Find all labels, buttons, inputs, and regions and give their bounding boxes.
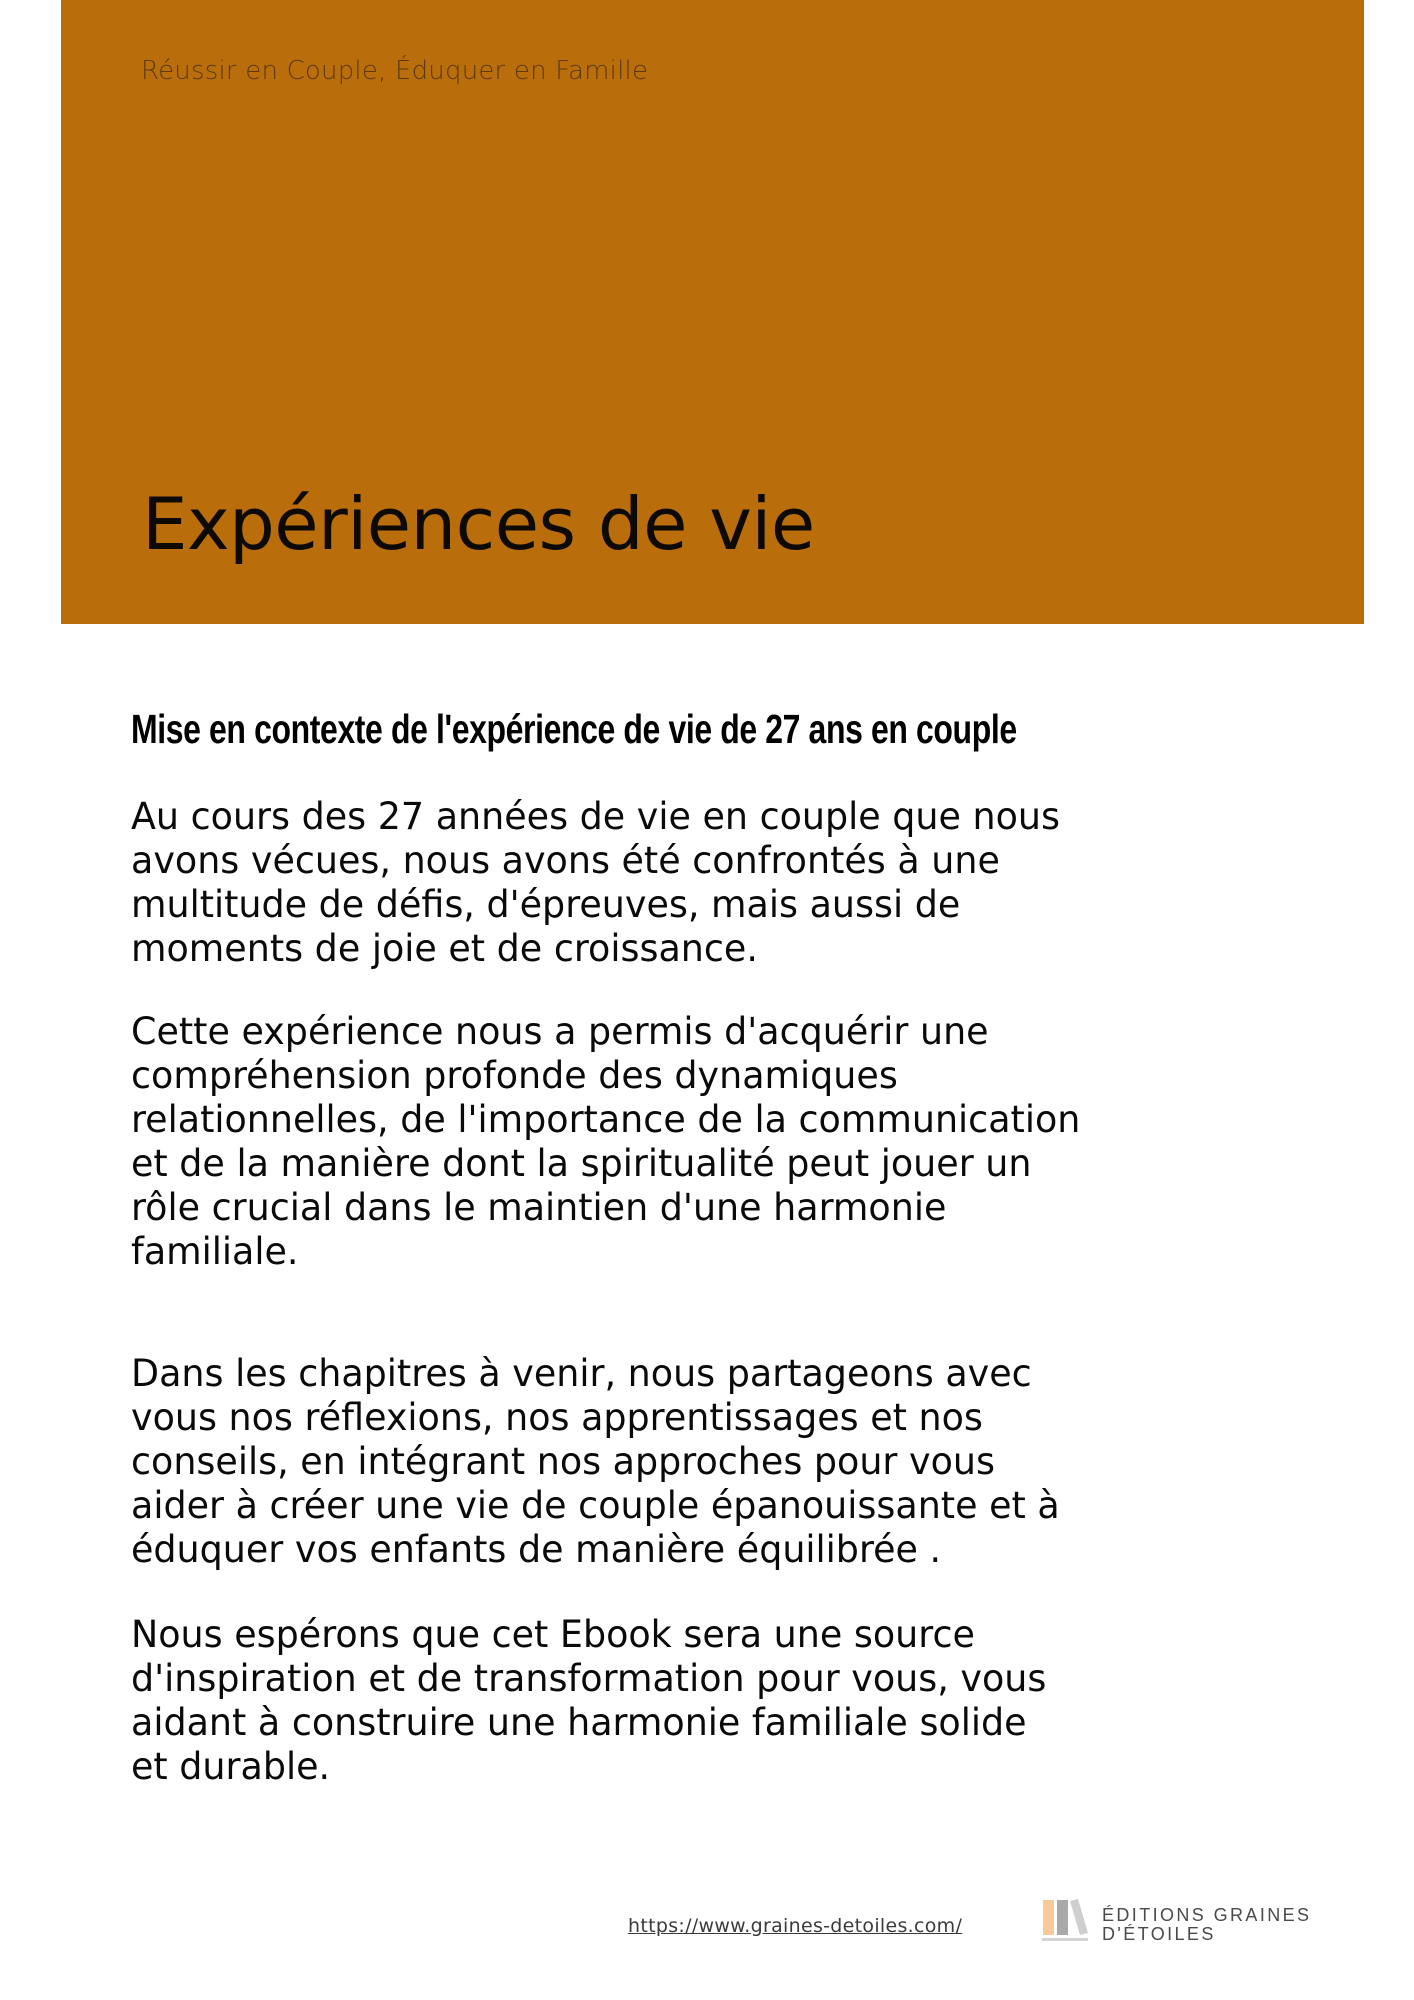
text-line: compréhension profonde des dynamiques [131, 1054, 898, 1097]
section-heading: Mise en contexte de l'expérience de vie de 27 ans en couple [131, 706, 1017, 752]
text-line: Cette expérience nous a permis d'acquérir une [131, 1010, 989, 1053]
text-line: multitude de défis, d'épreuves, mais aussi de [131, 883, 961, 926]
text-line: Au cours des 27 années de vie en couple que nous [131, 795, 1061, 838]
text-line: familiale. [131, 1230, 299, 1273]
publisher-logo-text [1102, 1906, 1311, 1944]
logo-line-2: D'ÉTOILES [1102, 1924, 1216, 1944]
logo-line-1: ÉDITIONS GRAINES [1102, 1905, 1312, 1925]
text-line: éduquer vos enfants de manière équilibrée . [131, 1528, 942, 1571]
books-icon [1042, 1898, 1092, 1944]
text-line: moments de joie et de croissance. [131, 927, 758, 970]
text-line: vous nos réflexions, nos apprentissages et nos [131, 1396, 983, 1439]
text-line: aider à créer une vie de couple épanouissante et à [131, 1484, 1060, 1527]
text-line: rôle crucial dans le maintien d'une harmonie [131, 1186, 947, 1229]
text-line: avons vécues, nous avons été confrontés à une [131, 839, 1000, 882]
website-link[interactable]: https://www.graines-detoiles.com/ [628, 1915, 963, 1937]
text-line: Nous espérons que cet Ebook sera une source [131, 1613, 975, 1656]
paragraph-4 [131, 1613, 1293, 1789]
paragraph-1 [131, 795, 1293, 971]
text-line: conseils, en intégrant nos approches pour vous [131, 1440, 995, 1483]
text-line: relationnelles, de l'importance de la communication [131, 1098, 1081, 1141]
text-line: Dans les chapitres à venir, nous partageons avec [131, 1352, 1032, 1395]
book-subtitle: Réussir en Couple, Éduquer en Famille [141, 56, 649, 86]
paragraph-3 [131, 1352, 1293, 1572]
text-line: aidant à construire une harmonie familiale solide [131, 1701, 1027, 1744]
paragraph-2 [131, 1010, 1293, 1274]
text-line: d'inspiration et de transformation pour vous, vous [131, 1657, 1047, 1700]
page-title: Expériences de vie [142, 482, 815, 566]
text-line: et durable. [131, 1745, 331, 1788]
text-line: et de la manière dont la spiritualité peut jouer un [131, 1142, 1032, 1185]
